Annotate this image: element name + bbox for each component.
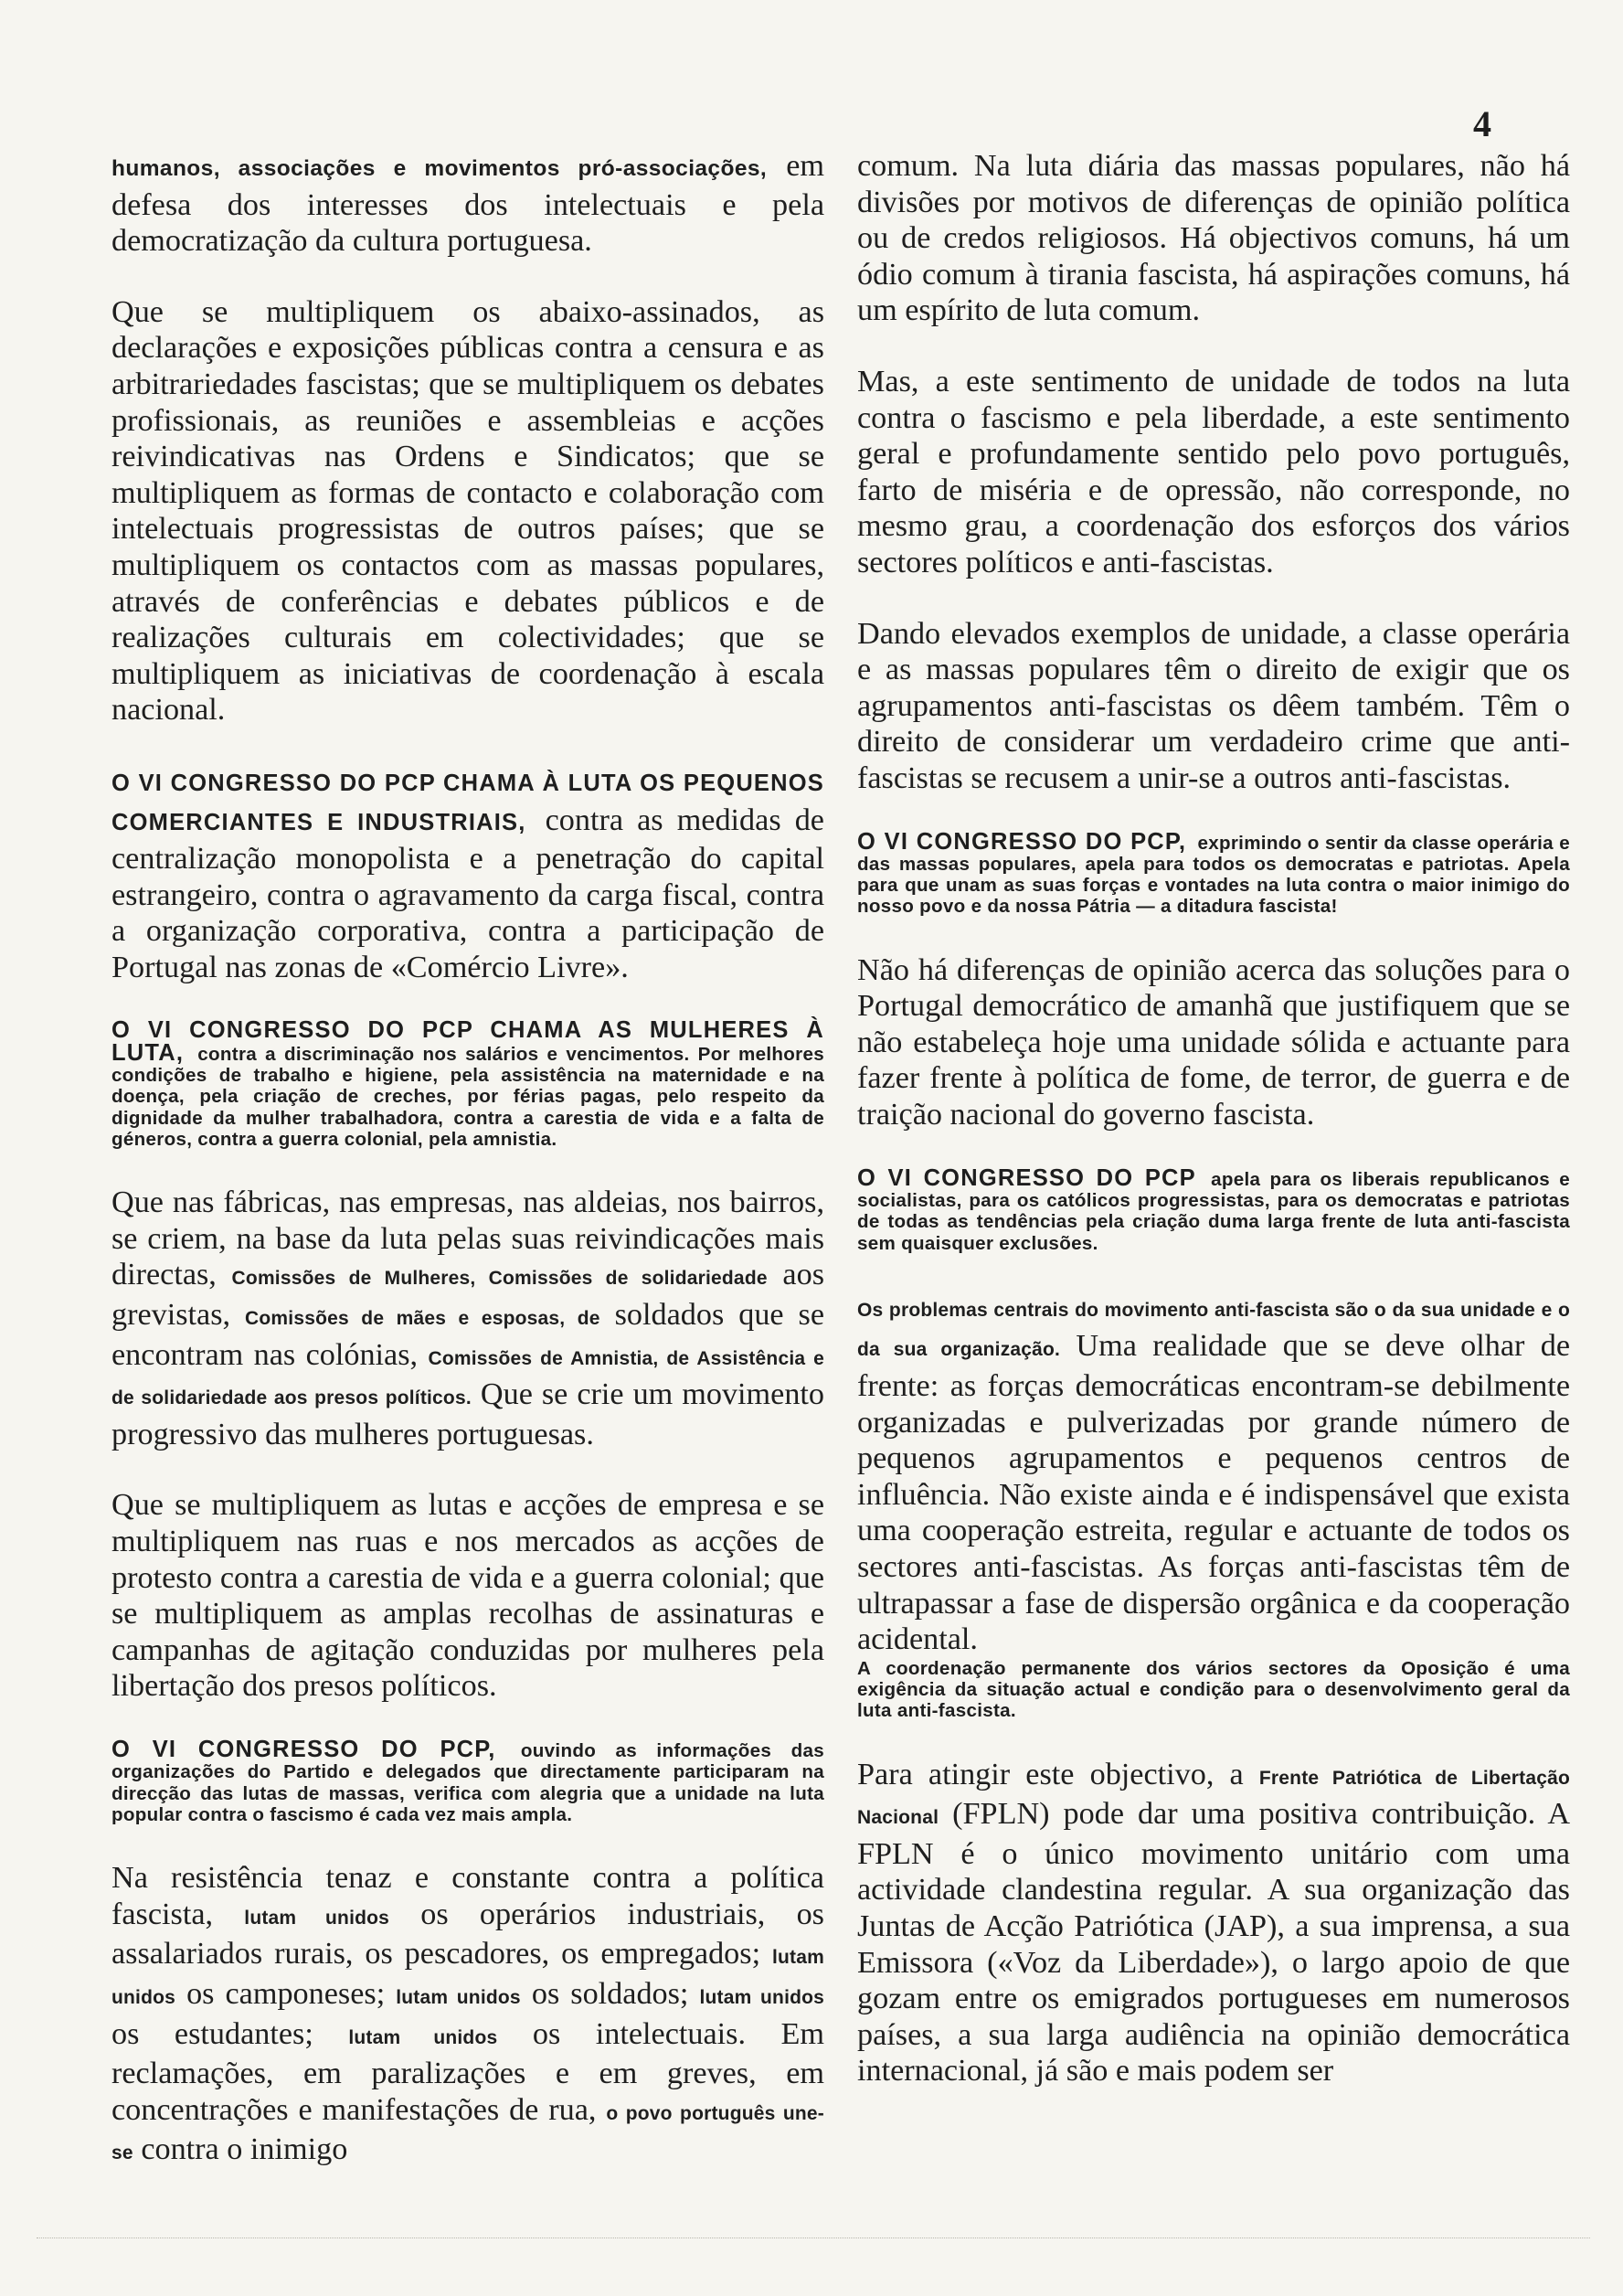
left-p5-a: Que nas fábricas, nas empresas, nas aldeias, nos bairros, se criem, na base da luta pelas suas reivindicações mais directas, xyxy=(111,1185,824,1292)
page-number: 4 xyxy=(1473,103,1491,144)
left-p5-f: Comissões de Amnistia, de Assistência e de solidariedade aos presos políticos. xyxy=(111,1347,824,1409)
left-paragraph-6: Que se multipliquem as lutas e acções de empresa e se multipliquem nas ruas e nos mercados as acções de protesto contra a carestia de vida e a guerra colonial; que se multipliquem as amplas recolhas de assinaturas e campanhas de agitação conduzidas por mulheres pela libertação dos presos políticos. xyxy=(111,1488,824,1704)
right-p4-text: exprimindo o sentir da classe operária e das massas populares, apela para todos os democratas e patriotas. Apela para que unam as suas forças e vontades na luta contra o maior inimigo do nosso povo e da nossa Pátria — a ditadura fascista! xyxy=(857,832,1570,918)
right-paragraph-4 xyxy=(857,828,1570,918)
left-p4-text: contra a discriminação nos salários e vencimentos. Por melhores condições de trabalho e higiene, pela assistência na maternidade e na doença, pela criação de creches, por férias pagas, pelo respeito da dignidade da mulher trabalhadora, contra a carestia de vida e a falta de géneros, contra a guerra colonial, pela amnistia. xyxy=(111,1043,824,1150)
right-paragraph-8 xyxy=(857,1757,1570,2089)
left-p8-h: contra o inimigo xyxy=(141,2132,348,2167)
left-p8-lutam-unidos-2: lutam unidos xyxy=(111,1947,824,2008)
left-p1-lead: humanos, associações e movimentos pró-associações, xyxy=(111,156,768,181)
left-p8-c: os camponeses; xyxy=(186,1976,386,2011)
right-p6-heading: O VI CONGRESSO DO PCP xyxy=(857,1164,1196,1191)
left-p8-f: os intelectuais. Em reclamações, em paralizações e em greves, em concentrações e manifestações de rua, xyxy=(111,2016,825,2127)
left-p5-g: Que se crie um movimento progressivo das mulheres portuguesas. xyxy=(111,1377,825,1451)
right-paragraph-3: Dando elevados exemplos de unidade, a classe operária e as massas populares têm o direito de exigir que os agrupamentos anti-fascistas os dêem também. Têm o direito de considerar um verdadeiro crime que anti-fascistas se recusem a unir-se a outros anti-fascistas. xyxy=(857,616,1570,795)
left-p7-text: ouvindo as informações das organizações do Partido e delegados que directamente participaram na direcção das lutas de massas, verifica com alegria que a unidade na luta popular contra o fascismo é cada vez mais ampla. xyxy=(111,1739,824,1825)
left-p8-lutam-unidos-3: lutam unidos xyxy=(396,1986,521,2008)
left-p1-text: em defesa dos interesses dos intelectuais e pela democratização da cultura portuguesa. xyxy=(111,149,824,259)
right-p8-a: Para atingir este objectivo, a xyxy=(857,1757,1244,1791)
left-paragraph-1 xyxy=(111,148,824,260)
left-p5-d: Comissões de mães e esposas, de xyxy=(245,1308,600,1330)
left-p5-c: aos grevistas, xyxy=(111,1258,824,1333)
left-p8-e: os estudantes; xyxy=(111,2016,313,2051)
right-p6-text: apela para os liberais republicanos e socialistas, para os católicos progressistas, para os democratas e patriotas de todas as tendências pela criação duma larga frente de luta anti-fascista sem quaisquer exclusões. xyxy=(857,1168,1570,1254)
right-p8-b: Frente Patriótica de Libertação Nacional xyxy=(857,1767,1571,1829)
left-p5-b: Comissões de Mulheres, Comissões de solidariedade xyxy=(231,1268,768,1290)
left-p4-heading: O VI CONGRESSO DO PCP CHAMA AS MULHERES À LUTA, xyxy=(111,1017,824,1066)
right-p7-tail: A coordenação permanente dos vários sectores da Oposição é uma exigência da situação actual e condição para o desenvolvimento geral da luta anti-fascista. xyxy=(857,1657,1570,1722)
left-p8-b: os operários industriais, os assalariados rurais, os pescadores, os empregados; xyxy=(111,1897,824,1972)
left-p8-lutam-unidos-5: lutam unidos xyxy=(348,2026,498,2048)
left-p8-a: Na resistência tenaz e constante contra a política fascista, xyxy=(111,1861,824,1931)
right-p7-lead: Os problemas centrais do movimento anti-fascista são o da sua unidade e o da sua organização. xyxy=(857,1299,1570,1361)
left-paragraph-3 xyxy=(111,763,824,986)
right-p8-c: (FPLN) pode dar uma positiva contribuição. A FPLN é o único movimento unitário com uma actividade clandestina regular. A sua organização das Juntas de Acção Patriótica (JAP), a sua imprensa, a sua Emissora («Voz da Liberdade»), o largo apoio de que gozam entre os emigrados portugueses em numerosos países, a sua larga audiência na opinião democrática internacional, já são e mais podem ser xyxy=(857,1797,1571,2089)
left-paragraph-8 xyxy=(111,1860,824,2172)
left-paragraph-2: Que se multipliquem os abaixo-assinados, as declarações e exposições públicas contra a censura e as arbitrariedades fascistas; que se multipliquem os debates profissionais, as reuniões e assembleias e acções reivindicativas nas Ordens e Sindicatos; que se multipliquem as formas de contacto e colaboração com intelectuais progressistas de outros países; que se multipliquem os contactos com as massas populares, através de conferências e debates públicos e de realizações culturais em colectividades; que se multipliquem as iniciativas de coordenação à escala nacional. xyxy=(111,294,824,728)
left-paragraph-7 xyxy=(111,1736,824,1825)
right-p7-text: Uma realidade que se deve olhar de frente: as forças democráticas encontram-se debilmente organizadas e pulverizadas por grande número de pequenos agrupamentos e pequenos centros de influência. Não existe ainda e é indispensável que exista uma cooperação estreita, regular e actuante de todos os sectores anti-fascistas. As forças anti-fascistas têm de ultrapassar a fase de dispersão orgânica e da cooperação acidental. xyxy=(857,1329,1570,1657)
right-p4-heading: O VI CONGRESSO DO PCP, xyxy=(857,828,1187,855)
right-paragraph-6 xyxy=(857,1164,1570,1254)
left-p3-text: contra as medidas de centralização monopolista e a penetração do capital estrangeiro, contra o agravamento da carga fiscal, contra a organização corporativa, contra a participação de Portugal nas zonas de «Comércio Livre». xyxy=(111,803,824,984)
left-column xyxy=(111,148,824,2172)
left-p8-lutam-unidos-4: lutam unidos xyxy=(699,1986,825,2008)
right-column xyxy=(857,148,1570,2089)
left-p8-d: os soldados; xyxy=(531,1976,689,2011)
left-p5-e: soldados que se encontram nas colónias, xyxy=(111,1298,824,1372)
left-paragraph-5 xyxy=(111,1185,824,1452)
left-p8-lutam-unidos-1: lutam unidos xyxy=(244,1907,390,1929)
left-p8-g: o povo português une-se xyxy=(111,2102,825,2164)
left-p3-heading: O VI CONGRESSO DO PCP CHAMA À LUTA OS PEQUENOS COMERCIANTES E INDUSTRIAIS, xyxy=(111,770,824,835)
right-paragraph-2: Mas, a este sentimento de unidade de todos na luta contra o fascismo e pela liberdade, a este sentimento geral e profundamente sentido pelo povo português, farto de miséria e de opressão, não corresponde, no mesmo grau, a coordenação dos esforços dos vários sectores políticos e anti-fascistas. xyxy=(857,364,1570,579)
right-paragraph-7 xyxy=(857,1289,1570,1658)
left-p7-heading: O VI CONGRESSO DO PCP, xyxy=(111,1736,496,1762)
right-paragraph-1: comum. Na luta diária das massas populares, não há divisões por motivos de diferenças de opinião política ou de credos religiosos. Há objectivos comuns, há um ódio comum à tirania fascista, há aspirações comuns, há um espírito de luta comum. xyxy=(857,149,1570,328)
right-paragraph-5: Não há diferenças de opinião acerca das soluções para o Portugal democrático de amanhã que justifiquem que se não estabeleça hoje uma unidade sólida e actuante para fazer frente à política de fome, de terror, de guerra e de traição nacional do governo fascista. xyxy=(857,952,1570,1132)
left-paragraph-4 xyxy=(111,1017,824,1150)
